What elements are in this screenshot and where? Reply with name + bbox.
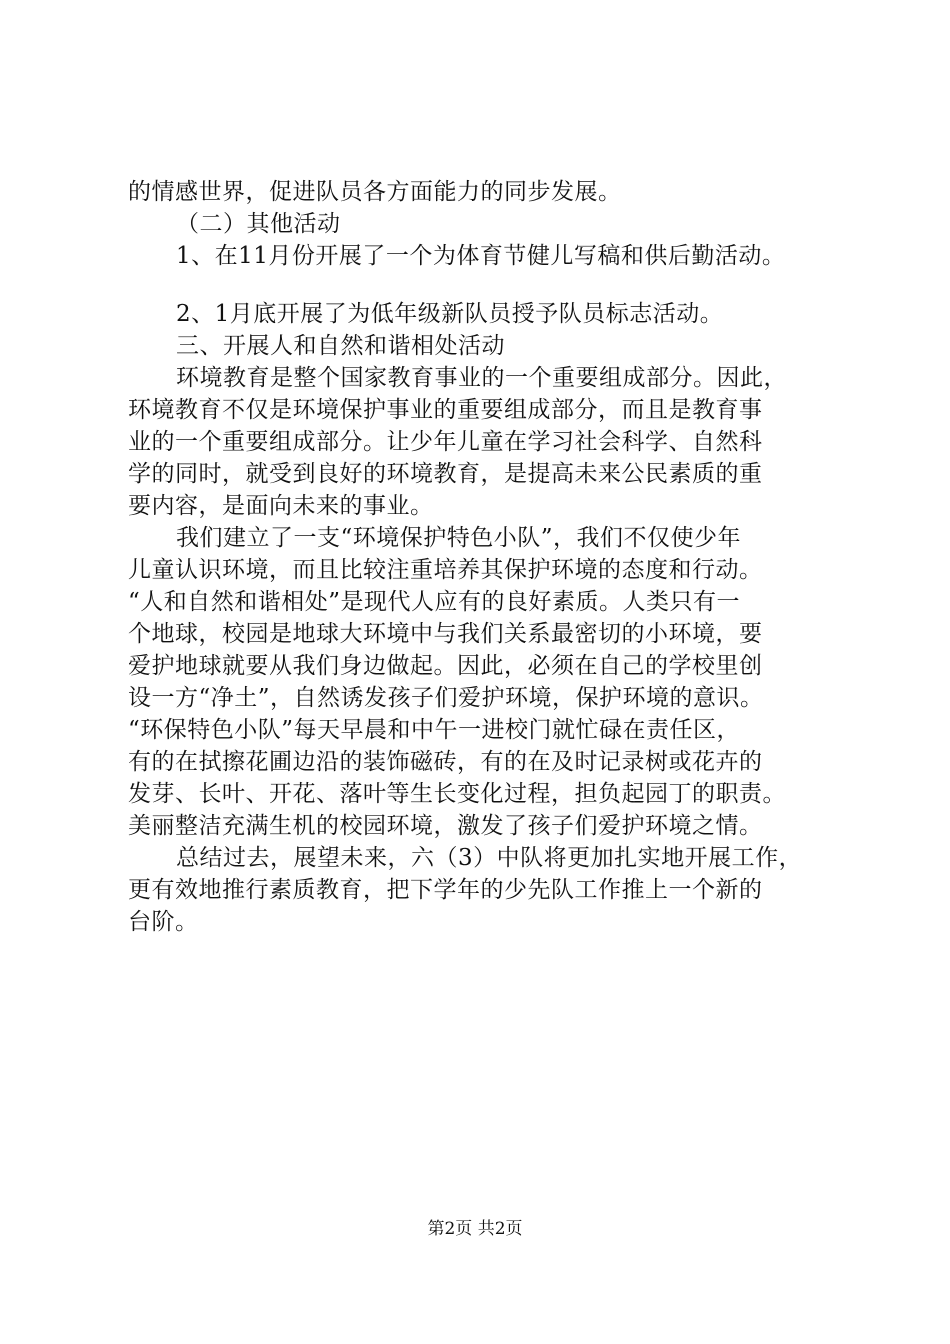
paragraph-line: 更有效地推行素质教育，把下学年的少先队工作推上一个新的	[128, 877, 763, 903]
paragraph-line: 爱护地球就要从我们身边做起。因此，必须在自己的学校里创	[128, 653, 763, 679]
paragraph-line: 环境教育是整个国家教育事业的一个重要组成部分。因此，	[176, 365, 787, 391]
paragraph-line: “人和自然和谐相处”是现代人应有的良好素质。人类只有一	[128, 589, 741, 615]
section-heading-harmony: 三、开展人和自然和谐相处活动	[176, 333, 505, 359]
paragraph-line: 设一方“净土”，自然诱发孩子们爱护环境，保护环境的意识。	[128, 685, 764, 711]
paragraph-line: 美丽整洁充满生机的校园环境，激发了孩子们爱护环境之情。	[128, 813, 763, 839]
list-item: 1、在11月份开展了一个为体育节健儿写稿和供后勤活动。	[176, 243, 786, 269]
paragraph-line: 学的同时，就受到良好的环境教育，是提高未来公民素质的重	[128, 461, 763, 487]
paragraph-line: 有的在拭擦花圃边沿的装饰磁砖，有的在及时记录树或花卉的	[128, 749, 763, 775]
paragraph-line: 业的一个重要组成部分。让少年儿童在学习社会科学、自然科	[128, 429, 763, 455]
paragraph-line: 个地球，校园是地球大环境中与我们关系最密切的小环境，要	[128, 621, 763, 647]
paragraph-line: 环境教育不仅是环境保护事业的重要组成部分，而且是教育事	[128, 397, 763, 423]
page-number-footer: 第2页 共2页	[427, 1219, 523, 1239]
list-item: 2、1月底开展了为低年级新队员授予队员标志活动。	[176, 301, 724, 327]
paragraph-line: 发芽、长叶、开花、落叶等生长变化过程，担负起园丁的职责。	[128, 781, 786, 807]
paragraph-line: “环保特色小队”每天早晨和中午一进校门就忙碌在责任区，	[128, 717, 741, 743]
paragraph-line: 总结过去，展望未来，六（3）中队将更加扎实地开展工作，	[176, 845, 803, 871]
paragraph-line: 我们建立了一支“环境保护特色小队”，我们不仅使少年	[176, 525, 742, 551]
paragraph-line: 的情感世界，促进队员各方面能力的同步发展。	[128, 179, 622, 205]
paragraph-line: 儿童认识环境，而且比较注重培养其保护环境的态度和行动。	[128, 557, 763, 583]
paragraph-line: 台阶。	[128, 909, 199, 935]
section-heading-other-activities: （二）其他活动	[176, 211, 341, 237]
paragraph-line: 要内容，是面向未来的事业。	[128, 493, 434, 519]
